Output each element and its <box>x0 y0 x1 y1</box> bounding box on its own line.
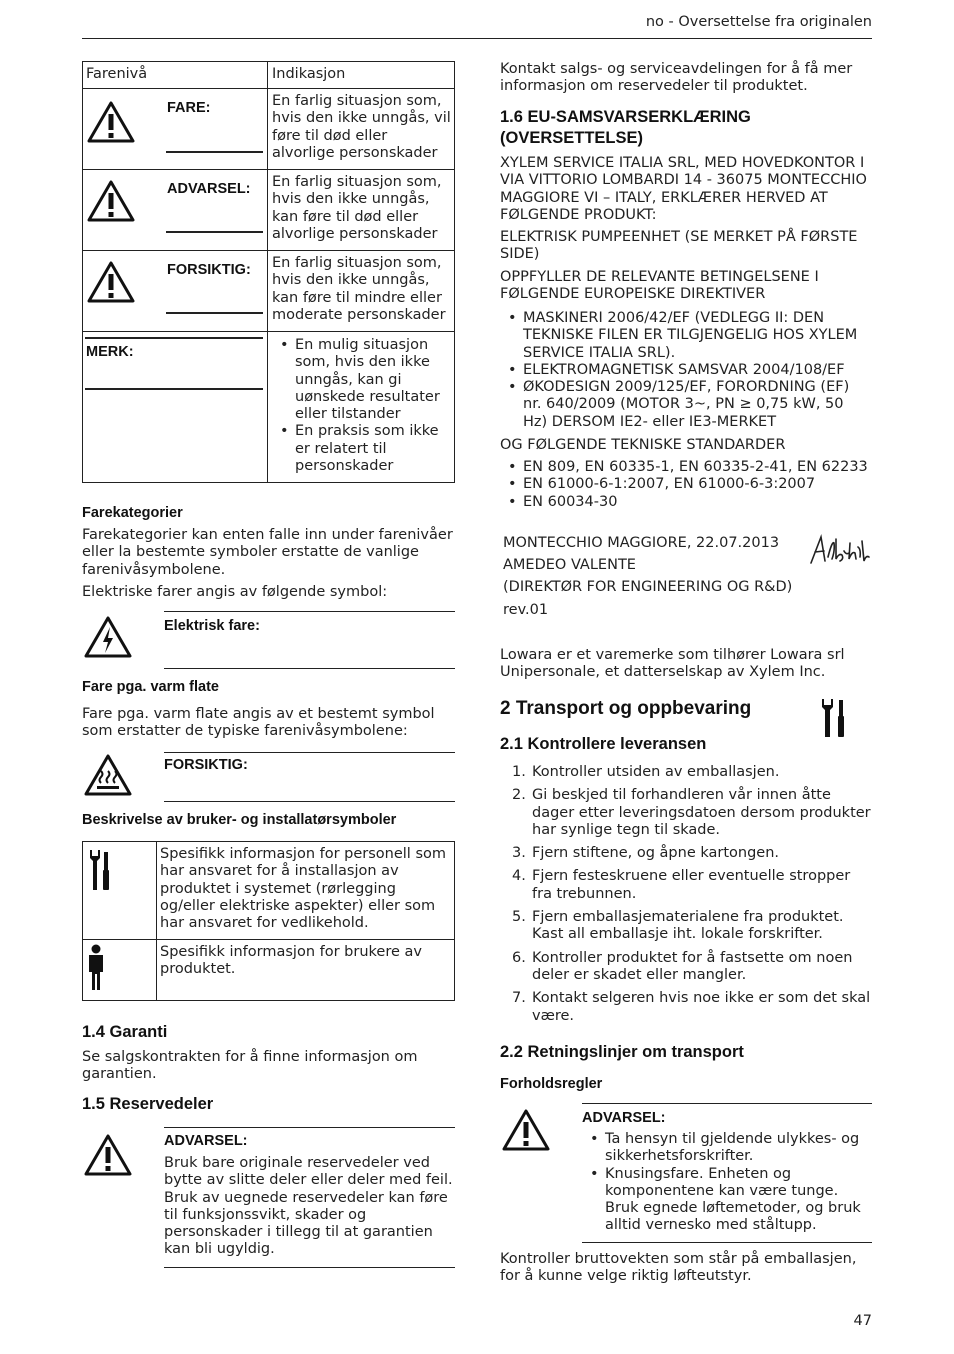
garanti-title: 1.4 Garanti <box>82 1023 168 1041</box>
tools-icon <box>820 697 852 739</box>
level-fare: FARE: <box>167 100 211 116</box>
hot-surface-icon <box>83 753 133 797</box>
list-item: 6. Kontroller produktet for å fastsette om noen deler er skadet eller mangler. <box>512 949 853 983</box>
transport-warning-list <box>582 1131 872 1235</box>
reservedeler-text: Bruk bare originale reservedeler ved bytte av slitte deler eller deler med feil. Bruk av uegnede reservedeler kan føre til funksjonssvikt, skader og personskader i tillegg til at garantien kan bli ugyldig. <box>164 1155 453 1258</box>
list-item: 7. Kontakt selgeren hvis noe ikke er som det skal være. <box>512 990 871 1024</box>
hot-surface-text: Fare pga. varm flate angis av et bestemt symbol som erstatter de typiske farenivåsymbolene: <box>82 706 435 740</box>
warning-triangle-icon <box>501 1108 551 1152</box>
table-divider <box>267 61 268 483</box>
page-header: no - Oversettelse fra originalen <box>645 14 872 30</box>
person-icon <box>86 944 106 992</box>
warning-triangle-icon <box>83 1133 133 1177</box>
farekategorier-text: Farekategorier kan enten falle inn under farenivåer eller la bestemte symboler erstatte de vanlige farenivåsymbolene. <box>82 527 453 578</box>
sig-name: AMEDEO VALENTE <box>503 557 636 573</box>
level-rule <box>166 312 263 314</box>
eu-p2: ELEKTRISK PUMPEENHET (SE MERKET PÅ FØRSTE SIDE) <box>500 229 858 263</box>
tools-icon <box>86 848 114 892</box>
box-rule <box>164 752 455 753</box>
delivery-steps <box>500 764 872 1031</box>
level-rule <box>166 231 263 233</box>
list-item: • EN 60034-30 <box>500 494 872 511</box>
eu-p1: XYLEM SERVICE ITALIA SRL, MED HOVEDKONTOR I VIA VITTORIO LOMBARDI 14 - 36075 MONTECCHIO MAGGIORE VI – ITALY, ERKLÆRER HERVED AT FØLGENDE PRODUKT: <box>500 155 867 223</box>
lowara-text: Lowara er et varemerke som tilhører Lowara srl Unipersonale, et datterselskap av Xylem Inc. <box>500 647 845 681</box>
electric-label: Elektrisk fare: <box>164 618 260 634</box>
warning-triangle-icon <box>86 100 136 144</box>
gross-weight-text: Kontroller bruttovekten som står på emballasjen, for å kunne velge riktig løfteutstyr. <box>500 1251 857 1285</box>
eu-p3: OPPFYLLER DE RELEVANTE BETINGELSENE I FØLGENDE EUROPEISKE DIREKTIVER <box>500 269 819 303</box>
list-item: • Ta hensyn til gjeldende ulykkes- og sikkerhetsforskrifter. <box>582 1131 872 1166</box>
list-item: 4. Fjern festeskruene eller eventuelle stropper fra trebunnen. <box>512 868 851 902</box>
list-item: 5. Fjern emballasjematerialene fra produktet. Kast all emballasje iht. lokale forskrifter. <box>512 909 844 943</box>
col-header-level: Farenivå <box>86 66 148 82</box>
table-rule <box>82 939 455 940</box>
electric-hazard-icon <box>83 615 133 659</box>
box-rule <box>164 611 455 612</box>
table-rule <box>82 331 455 332</box>
list-item: • EN 809, EN 60335-1, EN 60335-2-41, EN 62233 <box>500 459 872 476</box>
col-header-indication: Indikasjon <box>272 66 346 82</box>
standards-list <box>500 459 872 511</box>
list-item: • MASKINERI 2006/42/EF (VEDLEGG II: DEN TEKNISKE FILEN ER TILGJENGELIG HOS XYLEM SERVICE ITALIA SRL). <box>500 310 872 362</box>
contact-text: Kontakt salgs- og serviceavdelingen for å få mer informasjon om reservedeler til produktet. <box>500 61 853 95</box>
electric-intro: Elektriske farer angis av følgende symbol: <box>82 584 388 600</box>
list-item: 3. Fjern stiftene, og åpne kartongen. <box>512 845 780 862</box>
installer-symbol-text: Spesifikk informasjon for personell som har ansvaret for å installasjon av produktet i systemet (rørlegging og/eller elektriske aspekter) eller som har ansvaret for vedlikehold. <box>160 846 446 932</box>
level-rule <box>85 337 263 339</box>
table-rule <box>82 169 455 170</box>
transport-warning-label: ADVARSEL: <box>582 1110 666 1126</box>
level-rule <box>166 151 263 153</box>
signature <box>808 533 870 567</box>
list-item: 2. Gi beskjed til forhandleren vår innen åtte dager etter leveringsdatoen dersom produkter har synlige tegn til skade. <box>512 787 871 838</box>
level-forsiktig: FORSIKTIG: <box>167 262 251 278</box>
indication-forsiktig: En farlig situasjon som, hvis den ikke unngås, kan føre til mindre eller moderate personskader <box>272 255 446 323</box>
warning-triangle-icon <box>86 179 136 223</box>
farekategorier-title: Farekategorier <box>82 505 183 521</box>
box-rule <box>582 1242 872 1243</box>
merk-list <box>272 337 452 475</box>
page-number: 47 <box>853 1313 872 1329</box>
eu-p4: OG FØLGENDE TEKNISKE STANDARDER <box>500 437 786 453</box>
table-divider <box>156 841 157 1001</box>
box-rule <box>164 801 455 802</box>
section-2-1-title: 2.1 Kontrollere leveransen <box>500 735 707 753</box>
directives-list <box>500 310 872 431</box>
box-rule <box>164 1127 455 1128</box>
table-rule <box>82 88 455 89</box>
list-item: • En mulig situasjon som, hvis den ikke unngås, kan gi uønskede resultater eller tilstander <box>272 337 452 423</box>
sig-place: MONTECCHIO MAGGIORE, 22.07.2013 <box>503 535 780 551</box>
level-rule <box>85 388 263 390</box>
section-2-2-title: 2.2 Retningslinjer om transport <box>500 1043 744 1061</box>
garanti-text: Se salgskontrakten for å finne informasjon om garantien. <box>82 1049 418 1083</box>
indication-fare: En farlig situasjon som, hvis den ikke unngås, vil føre til død eller alvorlige personskader <box>272 93 451 161</box>
level-advarsel: ADVARSEL: <box>167 181 251 197</box>
list-item: • Knusingsfare. Enheten og komponentene kan være tunge. Bruk egnede løftemetoder, og bruk alltid vernesko med ståltupp. <box>582 1166 872 1235</box>
reservedeler-label: ADVARSEL: <box>164 1133 248 1149</box>
table-rule <box>82 250 455 251</box>
list-item: 1. Kontroller utsiden av emballasjen. <box>512 764 780 780</box>
user-symbols-title: Beskrivelse av bruker- og installatørsymboler <box>82 812 397 828</box>
eu-declaration-title: 1.6 EU-SAMSVARSERKLÆRING (OVERSETTELSE) <box>500 108 751 147</box>
hot-surface-title: Fare pga. varm flate <box>82 679 219 695</box>
level-merk: MERK: <box>86 344 134 360</box>
chapter-2-title: 2 Transport og oppbevaring <box>500 698 752 719</box>
box-rule <box>582 1103 872 1104</box>
indication-advarsel: En farlig situasjon som, hvis den ikke unngås, kan føre til død eller alvorlige personskader <box>272 174 442 242</box>
list-item: • EN 61000-6-1:2007, EN 61000-6-3:2007 <box>500 476 872 493</box>
box-rule <box>164 668 455 669</box>
forholdsregler-title: Forholdsregler <box>500 1076 603 1092</box>
reservedeler-title: 1.5 Reservedeler <box>82 1095 214 1113</box>
list-item: • ELEKTROMAGNETISK SAMSVAR 2004/108/EF <box>500 362 872 379</box>
warning-triangle-icon <box>86 260 136 304</box>
user-symbol-text: Spesifikk informasjon for brukere av produktet. <box>160 944 422 978</box>
sig-role: (DIREKTØR FOR ENGINEERING OG R&D) <box>503 579 793 595</box>
box-rule <box>164 1267 455 1268</box>
list-item: • En praksis som ikke er relatert til personskader <box>272 423 452 475</box>
list-item: • ØKODESIGN 2009/125/EF, FORORDNING (EF) nr. 640/2009 (MOTOR 3~, PN ≥ 0,75 kW, 50 Hz) DERSOM IE2- eller IE3-MERKET <box>500 379 872 431</box>
header-rule <box>82 38 872 39</box>
hot-surface-label: FORSIKTIG: <box>164 757 248 773</box>
sig-rev: rev.01 <box>503 602 549 618</box>
